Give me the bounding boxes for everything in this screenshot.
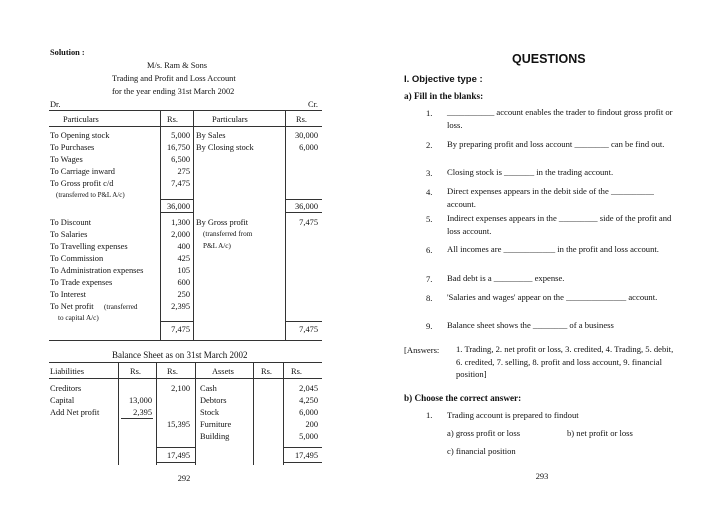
section-choose-answer: b) Choose the correct answer:: [404, 393, 522, 403]
net-profit-amount: 2,395: [171, 302, 190, 311]
bs-liability-label: Add Net profit: [50, 408, 100, 417]
bs-header-rs: Rs.: [167, 367, 178, 376]
question-number: 4.: [426, 187, 433, 197]
bs-liability-label: Capital: [50, 396, 75, 405]
pl-debit-amount: 400: [177, 242, 190, 251]
trading-total-left: 36,000: [166, 202, 190, 211]
header-particulars-left: Particulars: [63, 115, 99, 124]
question-text: Indirect expenses appears in the _________ side of the profit and loss account.: [447, 213, 672, 236]
trading-debit-amount: 275: [177, 167, 190, 176]
bs-header-rs: Rs.: [261, 367, 272, 376]
trading-debit-label: To Gross profit c/d: [50, 179, 114, 188]
question-number: 1.: [426, 108, 433, 118]
cr-label: Cr.: [308, 100, 319, 109]
questions-heading: QUESTIONS: [512, 52, 586, 66]
firm-name: M/s. Ram & Sons: [147, 61, 208, 70]
question-number: 7.: [426, 274, 433, 284]
bs-header-liabilities: Liabilities: [50, 367, 84, 376]
pl-debit-label: To Discount: [50, 218, 92, 227]
bs-asset-label: Furniture: [200, 420, 232, 429]
question-text: By preparing profit and loss account ________ can be find out.: [447, 139, 665, 149]
question-text: Direct expenses appears in the debit side of the __________ account.: [447, 186, 654, 209]
pl-credit-note: (transferred from: [203, 230, 253, 238]
bs-liability-inner-amount: 13,000: [128, 396, 152, 405]
question-number: 8.: [426, 293, 433, 303]
header-rs-left: Rs.: [167, 115, 178, 124]
bs-asset-amount: 6,000: [299, 408, 318, 417]
pl-debit-label: To Salaries: [50, 230, 88, 239]
question-number: 2.: [426, 140, 433, 150]
bs-asset-label: Debtors: [200, 396, 227, 405]
header-rs-right: Rs.: [296, 115, 307, 124]
net-profit-note: (transferred: [104, 303, 138, 311]
pl-total-right: 7,475: [299, 325, 318, 334]
question-number: 9.: [426, 321, 433, 331]
bs-total-right: 17,495: [294, 451, 318, 460]
mcq-option-a: a) gross profit or loss: [447, 428, 521, 438]
balance-sheet-title: Balance Sheet as on 31st March 2002: [112, 350, 248, 360]
trading-debit-label: To Carriage inward: [50, 167, 115, 176]
trading-credit-label: By Closing stock: [196, 143, 254, 152]
trading-credit-amount: 30,000: [294, 131, 318, 140]
trading-debit-label: To Opening stock: [50, 131, 110, 140]
pl-debit-amount: 1,300: [171, 218, 190, 227]
bs-total-left: 17,495: [166, 451, 190, 460]
bs-asset-amount: 2,045: [299, 384, 318, 393]
trading-debit-amount: 16,750: [166, 143, 190, 152]
bs-liability-inner-amount: 2,395: [133, 408, 152, 417]
answers-label: [Answers:: [404, 345, 440, 355]
pl-debit-label: To Commission: [50, 254, 104, 263]
question-number: 1.: [426, 410, 433, 420]
question-number: 6.: [426, 245, 433, 255]
trading-credit-label: By Sales: [196, 131, 226, 140]
trading-debit-label: To Wages: [50, 155, 83, 164]
page-number: 292: [177, 474, 191, 483]
section-objective-type: I. Objective type :: [404, 74, 483, 85]
pl-debit-amount: 2,000: [171, 230, 190, 239]
section-fill-blanks: a) Fill in the blanks:: [404, 91, 484, 101]
bs-asset-label: Building: [200, 432, 230, 441]
bs-asset-label: Cash: [200, 384, 217, 393]
question-text: 'Salaries and wages' appear on the ______________ account.: [447, 292, 658, 302]
solution-label: Solution :: [50, 48, 85, 57]
bs-header-rs: Rs.: [130, 367, 141, 376]
pl-debit-amount: 105: [177, 266, 190, 275]
pl-debit-label: To Administration expenses: [50, 266, 144, 275]
question-number: 3.: [426, 168, 433, 178]
bs-asset-amount: 200: [305, 420, 318, 429]
trading-debit-amount: 5,000: [171, 131, 190, 140]
bs-asset-label: Stock: [200, 408, 220, 417]
bs-header-rs: Rs.: [291, 367, 302, 376]
question-text: Bad debt is a _________ expense.: [447, 273, 565, 283]
bs-asset-amount: 4,250: [299, 396, 318, 405]
account-title: Trading and Profit and Loss Account: [112, 74, 236, 83]
mcq-option-b: b) net profit or loss: [567, 428, 633, 438]
bs-asset-amount: 5,000: [299, 432, 318, 441]
trading-credit-amount: 6,000: [299, 143, 318, 152]
mcq-option-c: c) financial position: [447, 446, 516, 456]
account-period: for the year ending 31st March 2002: [112, 87, 235, 96]
pl-debit-amount: 600: [177, 278, 190, 287]
pl-debit-amount: 250: [177, 290, 190, 299]
pl-credit-label: By Gross profit: [196, 218, 249, 227]
trading-debit-amount: 7,475: [171, 179, 190, 188]
pl-credit-amount: 7,475: [299, 218, 318, 227]
bs-header-assets: Assets: [212, 367, 234, 376]
question-text: ___________ account enables the trader to findout gross profit or loss.: [447, 107, 673, 130]
trading-debit-amount: 6,500: [171, 155, 190, 164]
bs-liability-amount: 2,100: [171, 384, 190, 393]
pl-debit-label: To Trade expenses: [50, 278, 113, 287]
page-number: 293: [535, 472, 549, 481]
gp-transfer-note: (transferred to P&L A/c): [56, 191, 125, 199]
net-profit-note: to capital A/c): [58, 314, 99, 322]
dr-label: Dr.: [50, 100, 61, 109]
answers-text: 1. Trading, 2. net profit or loss, 3. credited, 4. Trading, 5. debit, 6. credited, 7. selling, 8. profit and loss account, 9. financial position]: [456, 344, 674, 379]
trading-total-right: 36,000: [294, 202, 318, 211]
question-text: Balance sheet shows the ________ of a business: [447, 320, 614, 330]
header-particulars-right: Particulars: [212, 115, 248, 124]
net-profit-label: To Net profit: [50, 302, 94, 311]
pl-credit-note: P&L A/c): [203, 242, 231, 250]
question-text: Closing stock is _______ in the trading account.: [447, 167, 614, 177]
bs-liability-label: Creditors: [50, 384, 82, 393]
pl-total-left: 7,475: [171, 325, 190, 334]
bs-liability-amount: 15,395: [166, 420, 190, 429]
mcq-question: Trading account is prepared to findout: [447, 410, 579, 420]
question-number: 5.: [426, 214, 433, 224]
pl-debit-label: To Travelling expenses: [50, 242, 128, 251]
question-text: All incomes are ____________ in the profit and loss account.: [447, 244, 659, 254]
pl-debit-amount: 425: [177, 254, 190, 263]
pl-debit-label: To Interest: [50, 290, 86, 299]
trading-debit-label: To Purchases: [50, 143, 95, 152]
